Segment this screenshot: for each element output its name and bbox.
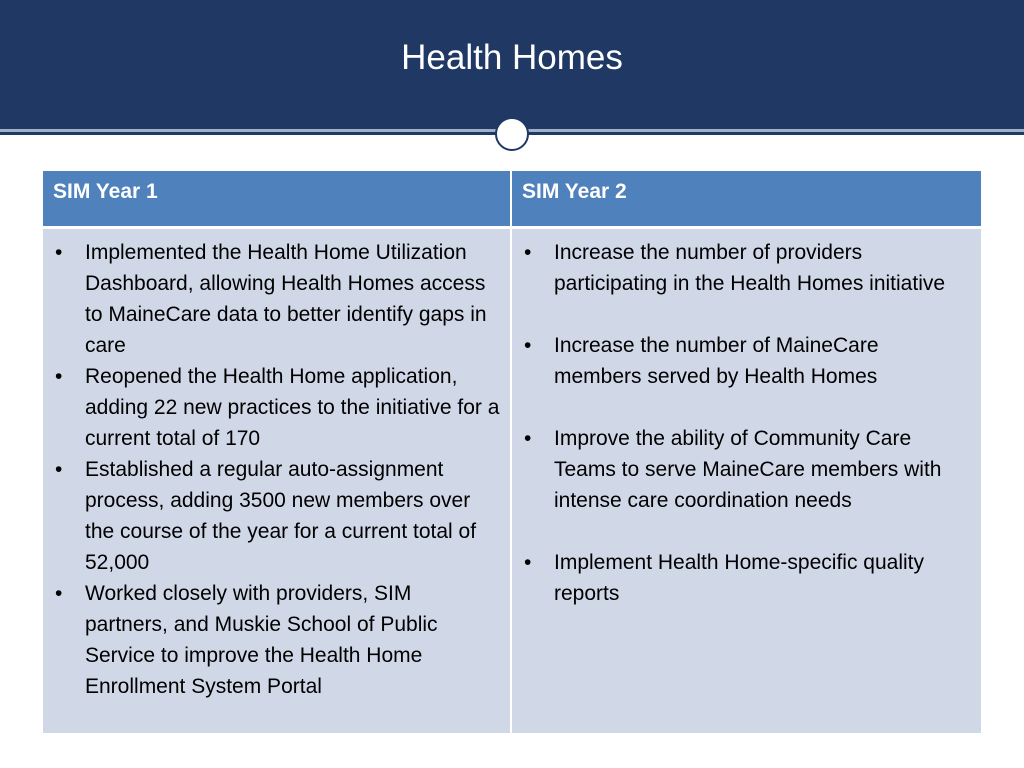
- bullet-text: Reopened the Health Home application, adding 22 new practices to the initiative for a current total of 170: [85, 365, 500, 450]
- bullet-glyph: •: [524, 551, 532, 574]
- bullet-text: Increase the number of providers participating in the Health Homes initiative: [554, 241, 946, 295]
- column-header-year-1: SIM Year 1: [43, 171, 512, 229]
- list-item: [53, 578, 500, 702]
- year-1-bullet-list: [53, 237, 500, 702]
- list-item: [53, 454, 500, 578]
- column-body-year-2: [512, 229, 981, 733]
- bullet-glyph: •: [55, 458, 63, 481]
- column-body-year-1: [43, 229, 512, 733]
- bullet-glyph: •: [55, 365, 63, 388]
- bullet-glyph: •: [55, 241, 63, 264]
- comparison-table: [43, 171, 981, 733]
- list-item: [522, 423, 971, 516]
- year-2-bullet-list: [522, 237, 971, 609]
- list-item: [522, 237, 971, 299]
- bullet-text: Improve the ability of Community Care Teams to serve MaineCare members with intense care coordination needs: [554, 427, 942, 512]
- bullet-text: Worked closely with providers, SIM partners, and Muskie School of Public Service to improve the Health Home Enrollment System Portal: [85, 582, 438, 698]
- bullet-text: Implemented the Health Home Utilization Dashboard, allowing Health Homes access to MaineCare data to better identify gaps in care: [85, 241, 487, 357]
- slide-title: Health Homes: [401, 38, 623, 77]
- bullet-text: Implement Health Home-specific quality reports: [554, 551, 924, 605]
- column-header-year-2: SIM Year 2: [512, 171, 981, 229]
- bullet-text: Increase the number of MaineCare members served by Health Homes: [554, 334, 879, 388]
- bullet-glyph: •: [524, 334, 532, 357]
- list-item: [522, 547, 971, 609]
- list-item: [522, 330, 971, 392]
- bullet-text: Established a regular auto-assignment process, adding 3500 new members over the course of the year for a current total of 52,000: [85, 458, 477, 574]
- divider-circle-ornament: [495, 117, 529, 151]
- bullet-glyph: •: [524, 427, 532, 450]
- list-item: [53, 361, 500, 454]
- list-item: [53, 237, 500, 361]
- bullet-glyph: •: [55, 582, 63, 605]
- bullet-glyph: •: [524, 241, 532, 264]
